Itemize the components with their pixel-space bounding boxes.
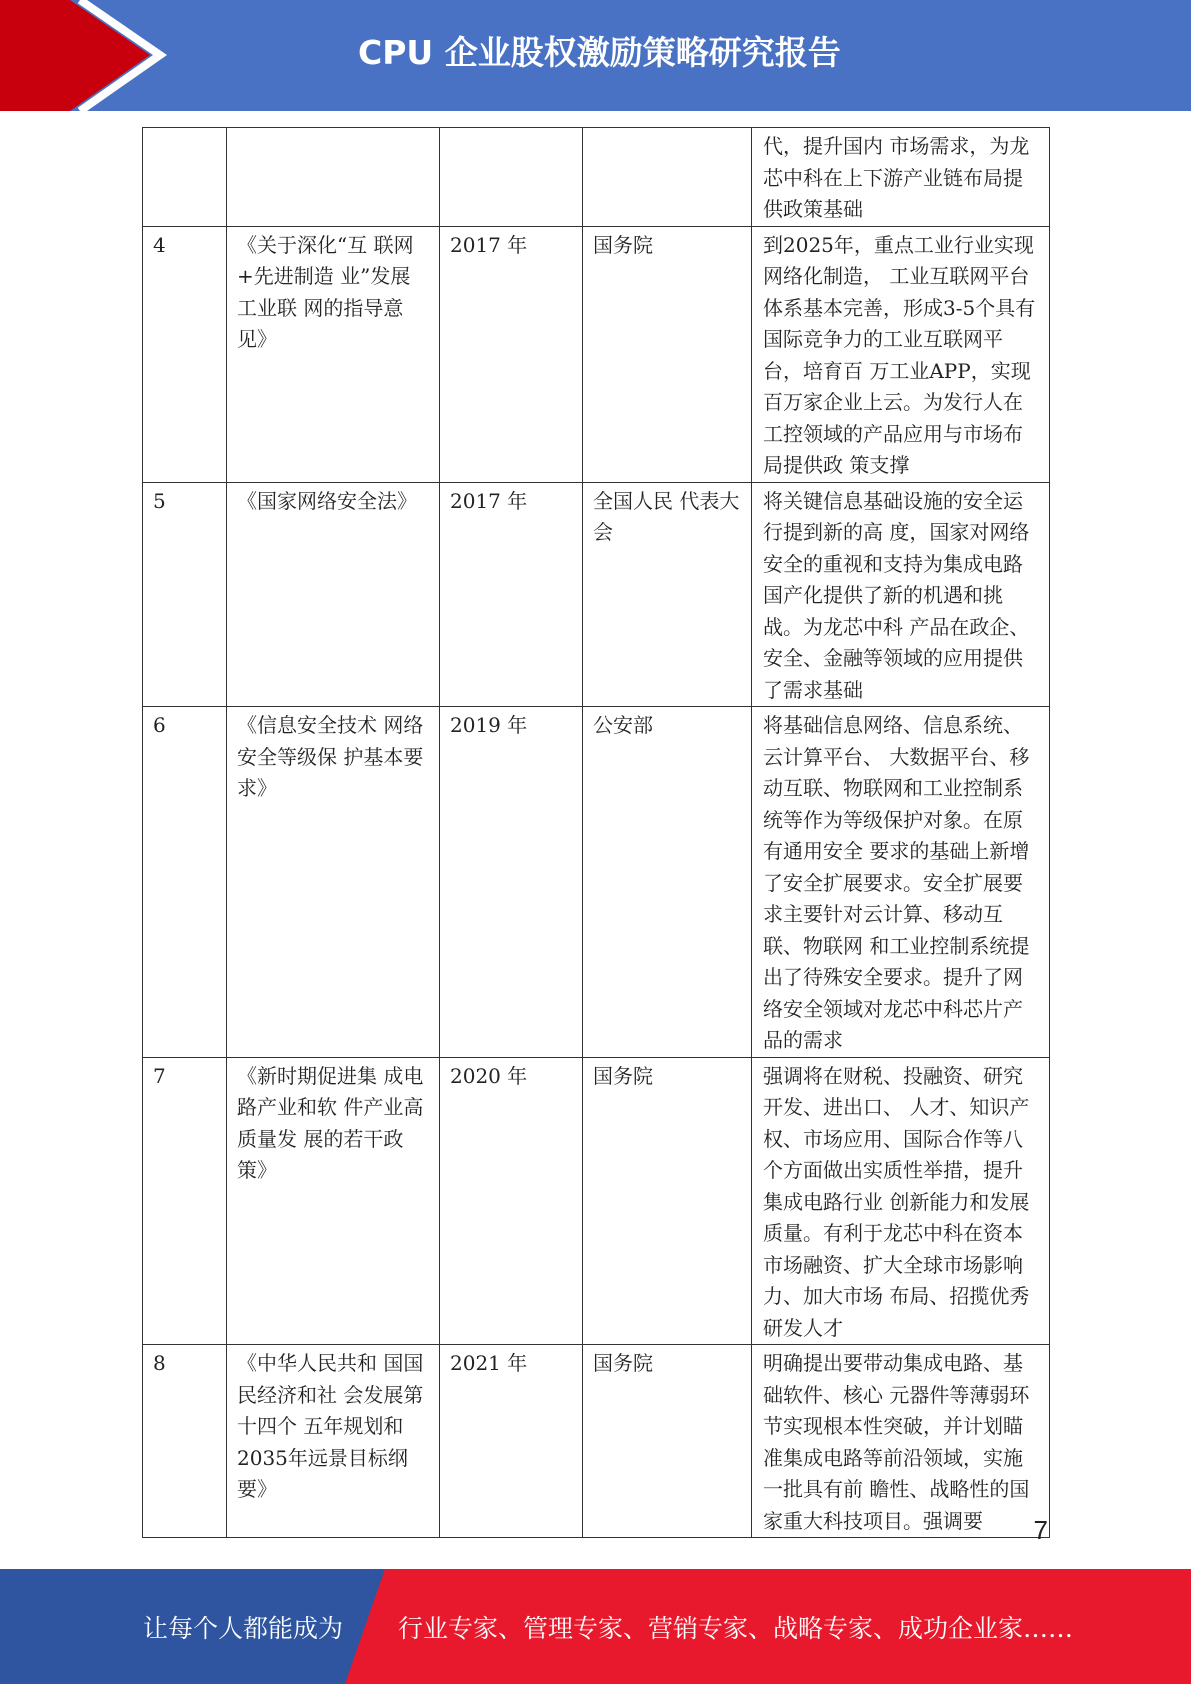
table-row (143, 707, 1050, 1058)
table-row (143, 482, 1050, 707)
report-footer (0, 1569, 1191, 1684)
cell-description: 到2025年，重点工业行业实现网络化制造， 工业互联网平台体系基本完善，形成3-5个具有国际竞争力的工业互联网平台，培育百 万工业APP，实现百万家企业上云。为发行人在工控领域的产品应用与市场布局提供政 策支撑 (752, 226, 1050, 482)
cell-description: 将关键信息基础设施的安全运行提到新的高 度，国家对网络安全的重视和支持为集成电路国产化提供了新的机遇和挑战。为龙芯中科 产品在政企、安全、金融等领域的应用提供 了需求基础 (752, 482, 1050, 707)
cell-description: 强调将在财税、投融资、研究开发、进出口、 人才、知识产权、市场应用、国际合作等八 个方面做出实质性举措，提升集成电路行业 创新能力和发展质量。有利于龙芯中科在资本 市场融资、扩大全球市场影响力、加大市场 布局、招揽优秀研发人才 (752, 1057, 1050, 1345)
cell-policy-name: 《中华人民共和 国国民经济和社 会发展第十四个 五年规划和2035年远景目标纲要》 (227, 1345, 440, 1538)
cell-agency: 国务院 (583, 226, 752, 482)
cell-description: 将基础信息网络、信息系统、云计算平台、 大数据平台、移动互联、物联网和工业控制系统等作为等级保护对象。在原有通用安全 要求的基础上新增了安全扩展要求。安全扩展要求主要针对云计算、移动互联、物联网 和工业控制系统提出了待殊安全要求。提升了网络安全领域对龙芯中科芯片产品的需求 (752, 707, 1050, 1058)
cell-policy-name: 《国家网络安全法》 (227, 482, 440, 707)
page-number: 7 (1033, 1515, 1048, 1545)
cell-year: 2017 年 (440, 226, 583, 482)
footer-slogan-left: 让每个人都能成为 (143, 1614, 344, 1643)
cell-agency: 公安部 (583, 707, 752, 1058)
cell-number: 8 (143, 1345, 227, 1538)
cell-year: 2021 年 (440, 1345, 583, 1538)
cell-policy-name: 《关于深化“互 联网+先进制造 业”发展工业联 网的指导意见》 (227, 226, 440, 482)
report-title: CPU 企业股权激励策略研究报告 (358, 33, 841, 72)
cell-policy-name (227, 128, 440, 227)
cell-description: 代，提升国内 市场需求，为龙芯中科在上下游产业链布局提 供政策基础 (752, 128, 1050, 227)
cell-policy-name: 《信息安全技术 网络安全等级保 护基本要求》 (227, 707, 440, 1058)
cell-number: 7 (143, 1057, 227, 1345)
cell-year: 2020 年 (440, 1057, 583, 1345)
table-row (143, 128, 1050, 227)
cell-year: 2017 年 (440, 482, 583, 707)
policy-table (142, 127, 1050, 1538)
cell-agency: 国务院 (583, 1345, 752, 1538)
report-header (0, 0, 1191, 111)
cell-agency (583, 128, 752, 227)
cell-description: 明确提出要带动集成电路、基础软件、核心 元器件等薄弱环节实现根本性突破，并计划瞄准集成电路等前沿领域，实施一批具有前 瞻性、战略性的国家重大科技项目。强调要 (752, 1345, 1050, 1538)
cell-number (143, 128, 227, 227)
table-row (143, 226, 1050, 482)
table-row (143, 1057, 1050, 1345)
cell-agency: 国务院 (583, 1057, 752, 1345)
cell-number: 6 (143, 707, 227, 1058)
cell-policy-name: 《新时期促进集 成电路产业和软 件产业高质量发 展的若干政策》 (227, 1057, 440, 1345)
footer-slogan-right: 行业专家、管理专家、营销专家、战略专家、成功企业家…… (398, 1614, 1074, 1643)
table-row (143, 1345, 1050, 1538)
cell-number: 4 (143, 226, 227, 482)
cell-agency: 全国人民 代表大会 (583, 482, 752, 707)
cell-year: 2019 年 (440, 707, 583, 1058)
cell-year (440, 128, 583, 227)
cell-number: 5 (143, 482, 227, 707)
